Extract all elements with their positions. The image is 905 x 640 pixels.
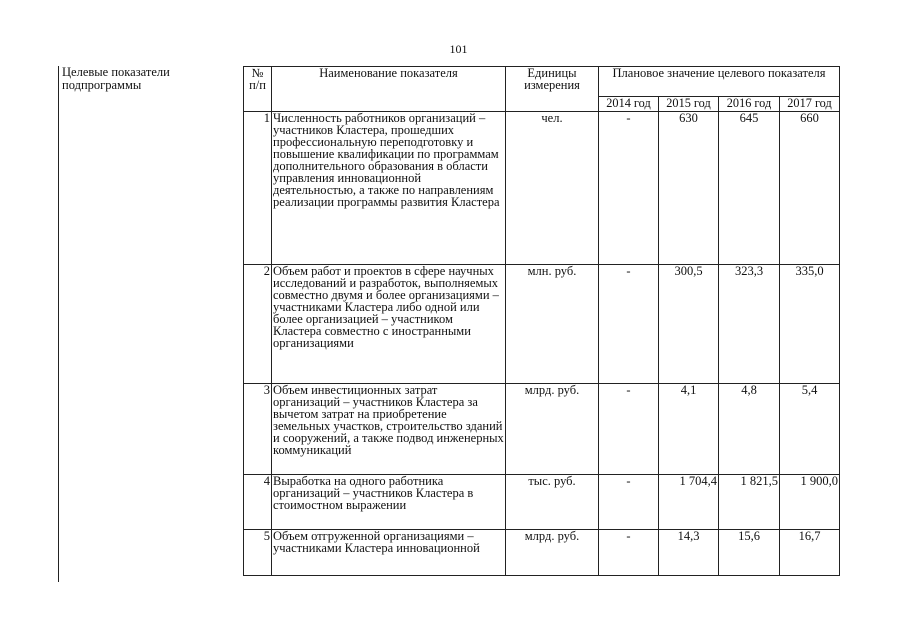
value-2016: 645 [719,112,780,265]
value-2015: 4,1 [659,384,719,475]
table-row [244,112,840,265]
indicator-unit: млрд. руб. [506,530,599,576]
indicator-unit: чел. [506,112,599,265]
left-column-rule [58,66,59,582]
value-2015: 1 704,4 [659,475,719,530]
row-number: 4 [244,475,272,530]
value-2014: - [599,475,659,530]
value-2017: 16,7 [780,530,840,576]
col-header-plan: Плановое значение целевого показателя [599,67,840,97]
col-header-name: Наименование показателя [272,67,506,112]
col-header-num: № п/п [244,67,272,112]
col-header-year: 2014 год [599,97,659,112]
value-2014: - [599,384,659,475]
indicator-name: Объем отгруженной организациями – участниками Кластера инновационной [272,530,506,576]
value-2017: 335,0 [780,265,840,384]
value-2017: 1 900,0 [780,475,840,530]
value-2016: 4,8 [719,384,780,475]
table-row [244,475,840,530]
value-2014: - [599,112,659,265]
value-2016: 15,6 [719,530,780,576]
table-row [244,384,840,475]
value-2016: 1 821,5 [719,475,780,530]
indicator-name: Объем инвестиционных затрат организаций – участников Кластера за вычетом затрат на приобретение земельных участков, строительство зданий и сооружений, а также подвод инженерных коммуникаций [272,384,506,475]
indicator-unit: млрд. руб. [506,384,599,475]
row-number: 3 [244,384,272,475]
value-2015: 630 [659,112,719,265]
value-2015: 14,3 [659,530,719,576]
value-2014: - [599,265,659,384]
col-header-year: 2015 год [659,97,719,112]
row-number: 1 [244,112,272,265]
value-2014: - [599,530,659,576]
value-2016: 323,3 [719,265,780,384]
indicator-unit: млн. руб. [506,265,599,384]
table-row [244,265,840,384]
col-header-year: 2017 год [780,97,840,112]
col-header-year: 2016 год [719,97,780,112]
col-header-unit: Единицы измерения [506,67,599,112]
value-2015: 300,5 [659,265,719,384]
value-2017: 660 [780,112,840,265]
table-row [244,530,840,576]
indicator-unit: тыс. руб. [506,475,599,530]
row-number: 5 [244,530,272,576]
value-2017: 5,4 [780,384,840,475]
indicator-name: Выработка на одного работника организаций – участников Кластера в стоимостном выражении [272,475,506,530]
indicator-name: Численность работников организаций – участников Кластера, прошедших профессиональную переподготовку и повышение квалификации по программам дополнительного образования в области управления инновационной деятельностью, а также по направлениям реализации программы развития Кластера [272,112,506,265]
row-number: 2 [244,265,272,384]
indicator-name: Объем работ и проектов в сфере научных исследований и разработок, выполняемых совместно двумя и более организациями – участниками Кластера либо одной или более организацией – участником Кластера совместно с иностранными организациями [272,265,506,384]
indicators-table [243,66,840,576]
page-number: 101 [449,42,468,56]
subprogram-targets-label: Целевые показатели подпрограммы [62,65,170,92]
